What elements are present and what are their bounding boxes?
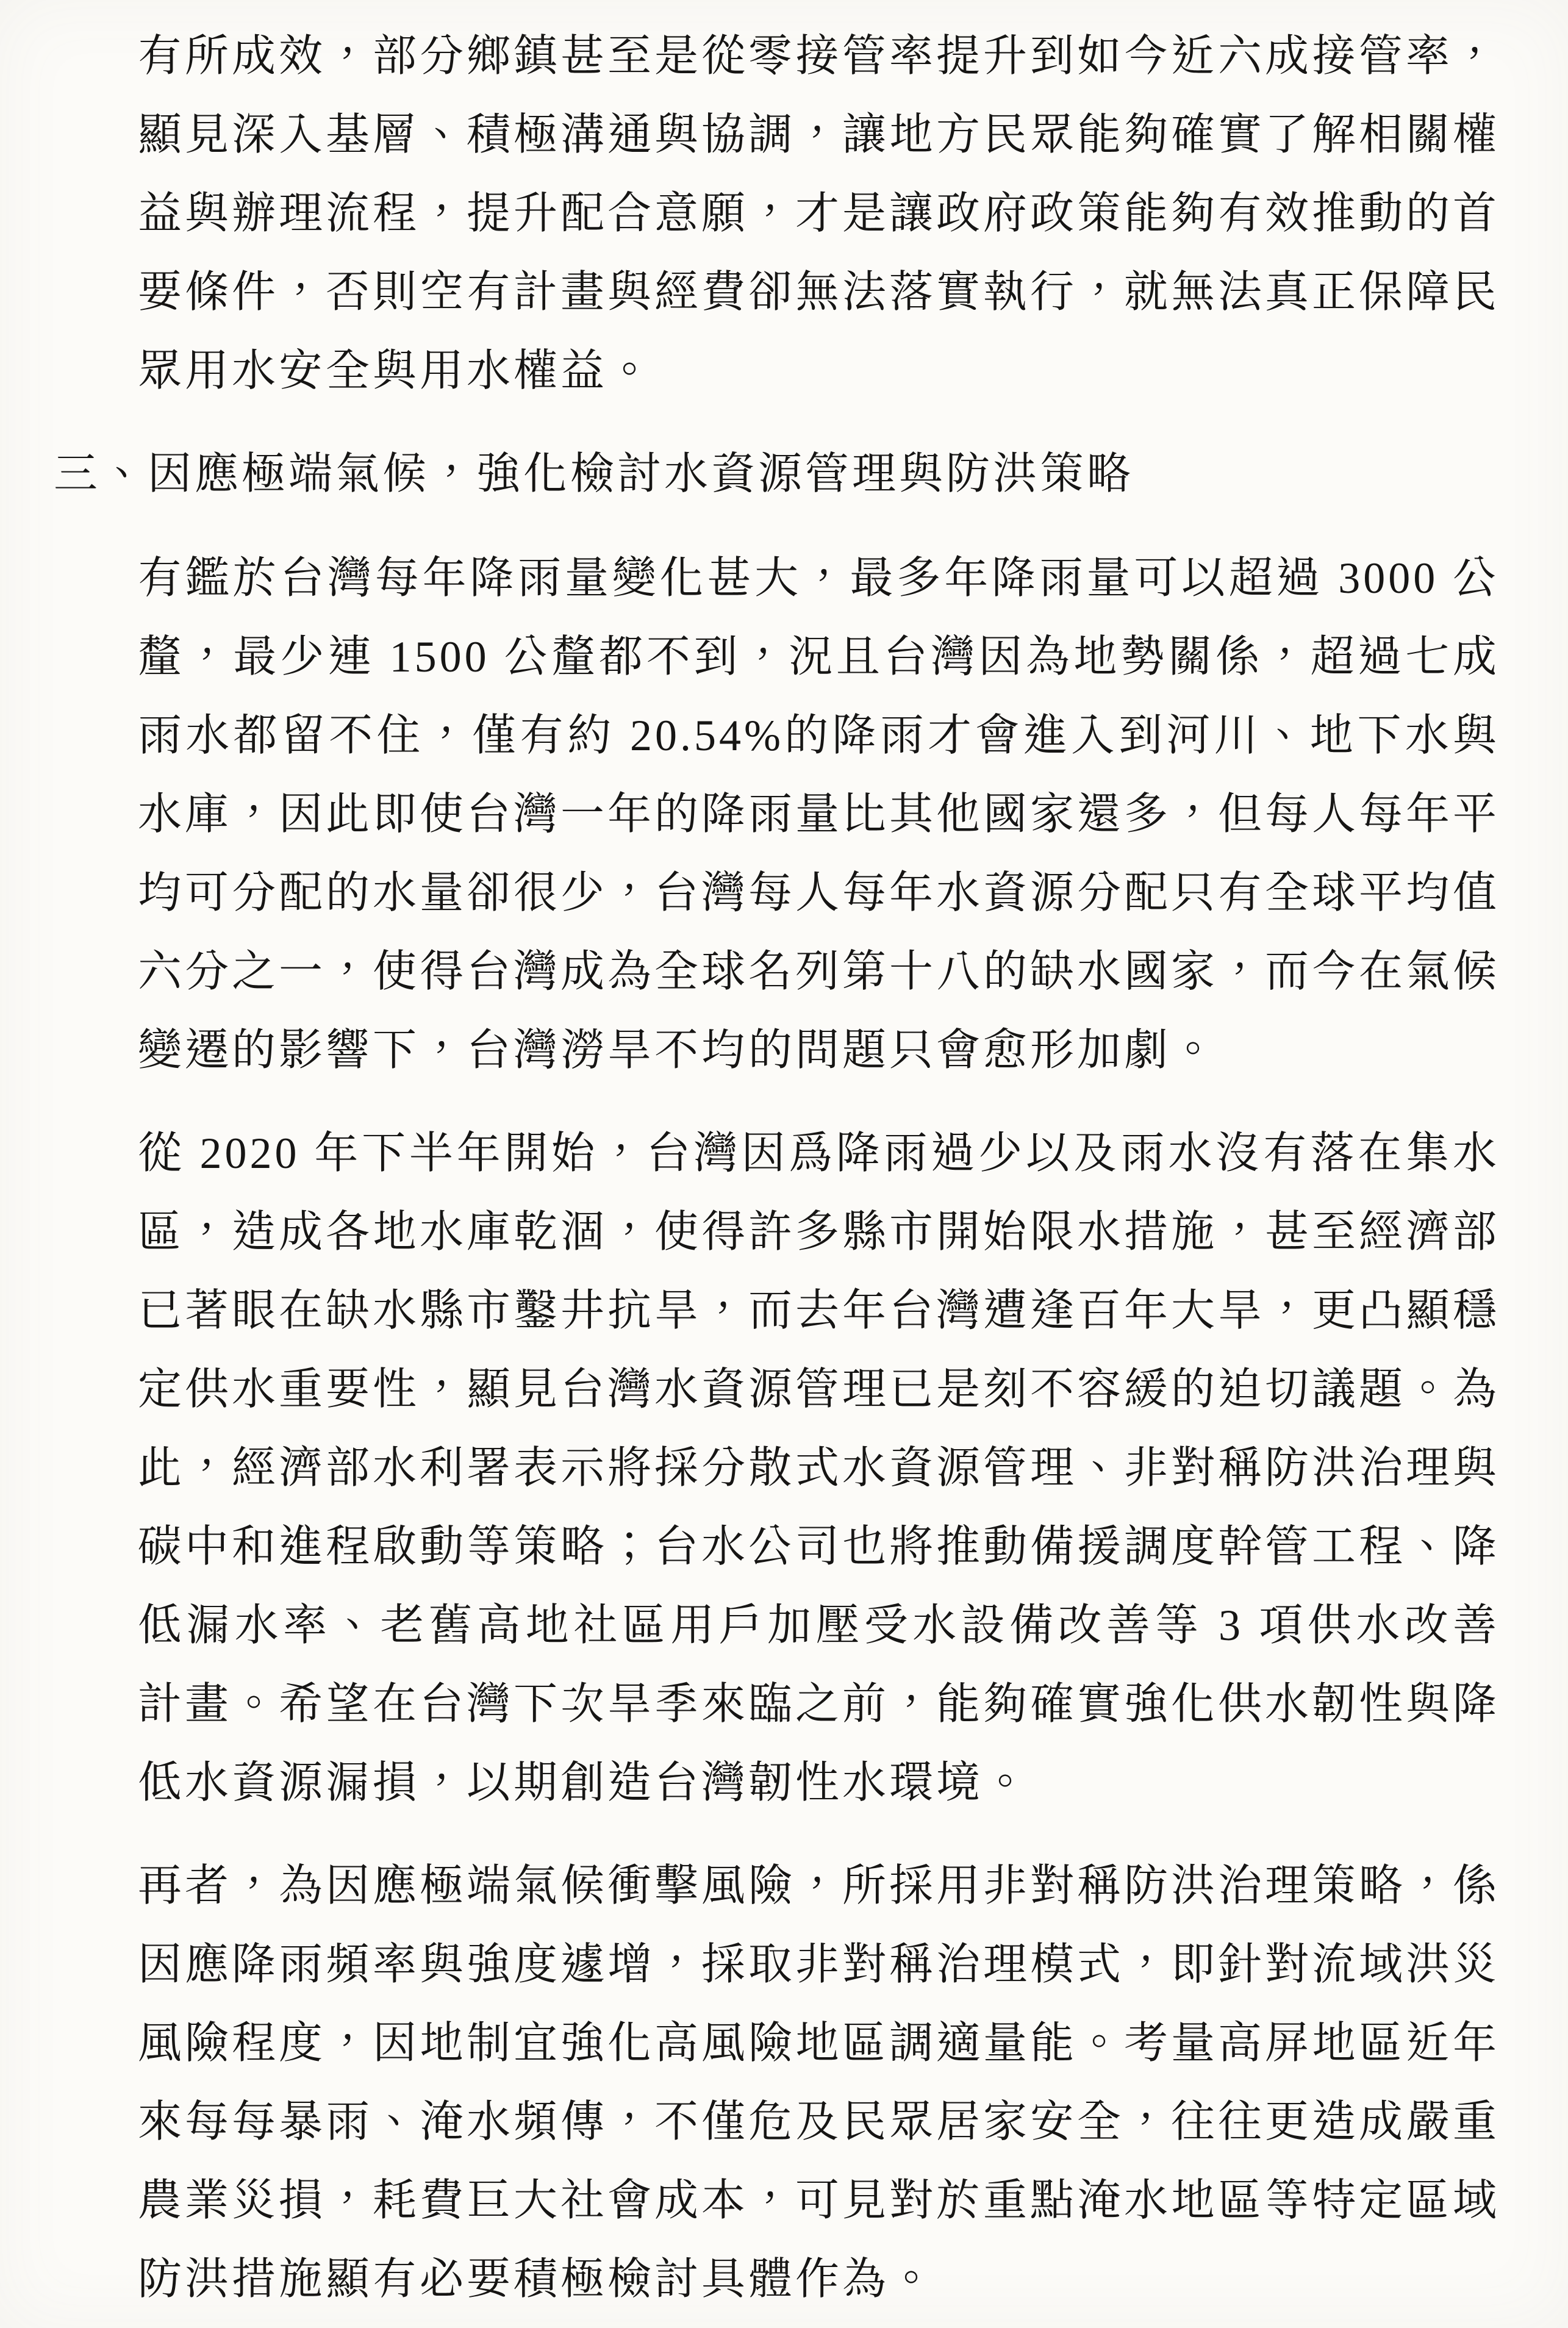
- paragraph-drought-response: 從 2020 年下半年開始，台灣因爲降雨過少以及雨水沒有落在集水區，造成各地水庫乾涸，使得許多縣市開始限水措施，甚至經濟部已著眼在缺水縣市鑿井抗旱，而去年台灣遭逢百年大旱，更凸顯穩定供水重要性，顯見台灣水資源管理已是刻不容緩的迫切議題。為此，經濟部水利署表示將採分散式水資源管理、非對稱防洪治理與碳中和進程啟動等策略；台水公司也將推動備援調度幹管工程、降低漏水率、老舊高地社區用戶加壓受水設備改善等 3 項供水改善計畫。希望在台灣下次旱季來臨之前，能夠確實強化供水韌性與降低水資源漏損，以期創造台灣韌性水環境。: [138, 1129, 1500, 1807]
- paragraph-rainfall-overview: 有鑑於台灣每年降雨量變化甚大，最多年降雨量可以超過 3000 公釐，最少連 1500 公釐都不到，況且台灣因為地勢關係，超過七成雨水都留不住，僅有約 20.54%的降雨才會進入到河川、地下水與水庫，因此即使台灣一年的降雨量比其他國家還多，但每人每年平均可分配的水量卻很少，台灣每人每年水資源分配只有全球平均值六分之一，使得台灣成為全球名列第十八的缺水國家，而今在氣候變遷的影響下，台灣澇旱不均的問題只會愈形加劇。: [138, 554, 1500, 1075]
- paragraph-flood-strategy: 再者，為因應極端氣候衝擊風險，所採用非對稱防洪治理策略，係因應降雨頻率與強度遽增，採取非對稱治理模式，即針對流域洪災風險程度，因地制宜強化高風險地區調適量能。考量高屏地區近年來每每暴雨、淹水頻傳，不僅危及民眾居家安全，往往更造成嚴重農業災損，耗費巨大社會成本，可見對於重點淹水地區等特定區域防洪措施顯有必要積極檢討具體作為。: [138, 1861, 1500, 2304]
- section-heading: 三、因應極端氣候，強化檢討水資源管理與防洪策略: [54, 449, 1134, 498]
- paragraph-intro-continuation: 有所成效，部分鄉鎮甚至是從零接管率提升到如今近六成接管率，顯見深入基層、積極溝通與協調，讓地方民眾能夠確實了解相關權益與辦理流程，提升配合意願，才是讓政府政策能夠有效推動的首要條件，否則空有計畫與經費卻無法落實執行，就無法真正保障民眾用水安全與用水權益。: [138, 32, 1500, 395]
